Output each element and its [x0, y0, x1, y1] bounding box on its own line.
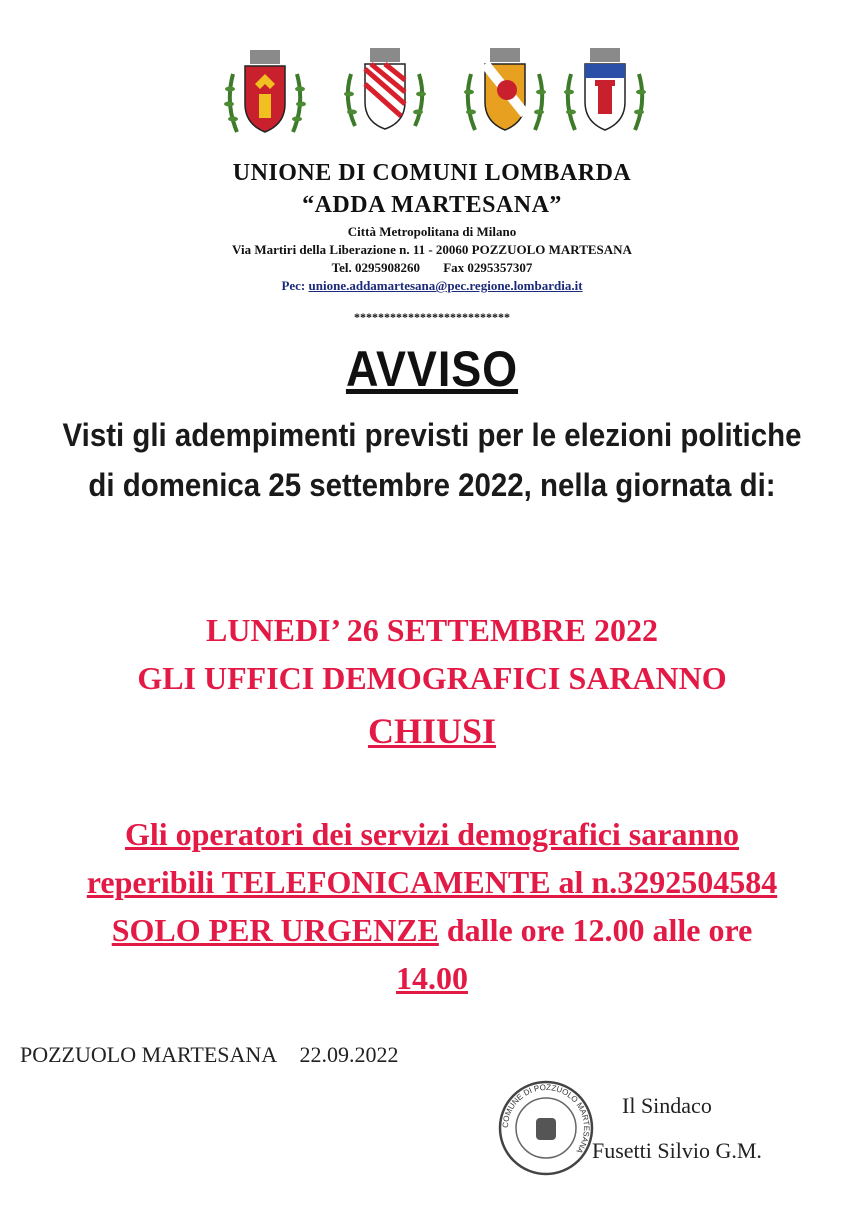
signer-role: Il Sindaco [622, 1093, 712, 1118]
notice-intro: Visti gli adempimenti previsti per le elezioni politiche di domenica 25 settembre 2022, nella giornata di: [62, 417, 802, 503]
crest-3-icon [455, 44, 555, 144]
hours-end: 14.00 [396, 960, 468, 996]
notice-closed-word: CHIUSI [367, 711, 497, 751]
stamp-text: COMUNE DI POZZUOLO MARTESANA [500, 1082, 592, 1156]
contact-line-2: reperibili TELEFONICAMENTE al n.3292504584 [86, 864, 778, 900]
signer-name: Fusetti Silvio G.M. [592, 1138, 762, 1163]
contact-line-1: Gli operatori dei servizi demografici saranno [124, 816, 740, 852]
pec-label: Pec: [281, 278, 306, 293]
org-subtitle: “ADDA MARTESANA” [302, 192, 562, 218]
crest-4-icon [555, 44, 655, 144]
urgent-label: SOLO PER URGENZE [111, 912, 439, 948]
tel-number: Tel. 0295908260 [331, 260, 420, 275]
crest-1-icon [215, 44, 315, 144]
notice-closed-line: GLI UFFICI DEMOGRAFICI SARANNO [137, 660, 727, 696]
separator: ************************** [354, 310, 510, 324]
pec-email-link[interactable]: unione.addamartesana@pec.regione.lombardia.it [308, 278, 583, 293]
hours-text: dalle ore 12.00 alle ore [438, 912, 753, 948]
contact-line-3 [20, 906, 844, 954]
fax-number: Fax 0295357307 [443, 260, 533, 275]
address-line: Via Martiri della Liberazione n. 11 - 20060 POZZUOLO MARTESANA [232, 242, 632, 257]
notice-date: LUNEDI’ 26 SETTEMBRE 2022 [206, 612, 658, 648]
date: 22.09.2022 [299, 1042, 399, 1067]
crest-2-icon [335, 44, 435, 144]
pec-line [0, 278, 864, 294]
notice-title: AVVISO [345, 341, 519, 397]
org-name: UNIONE DI COMUNI LOMBARDA [232, 160, 632, 186]
city-line: Città Metropolitana di Milano [347, 224, 517, 239]
contact-block [20, 810, 844, 1002]
contact-line [0, 260, 864, 276]
place: POZZUOLO MARTESANA [20, 1042, 276, 1067]
official-stamp [496, 1078, 596, 1178]
place-date-line [20, 1042, 398, 1068]
crests-row [0, 44, 864, 144]
